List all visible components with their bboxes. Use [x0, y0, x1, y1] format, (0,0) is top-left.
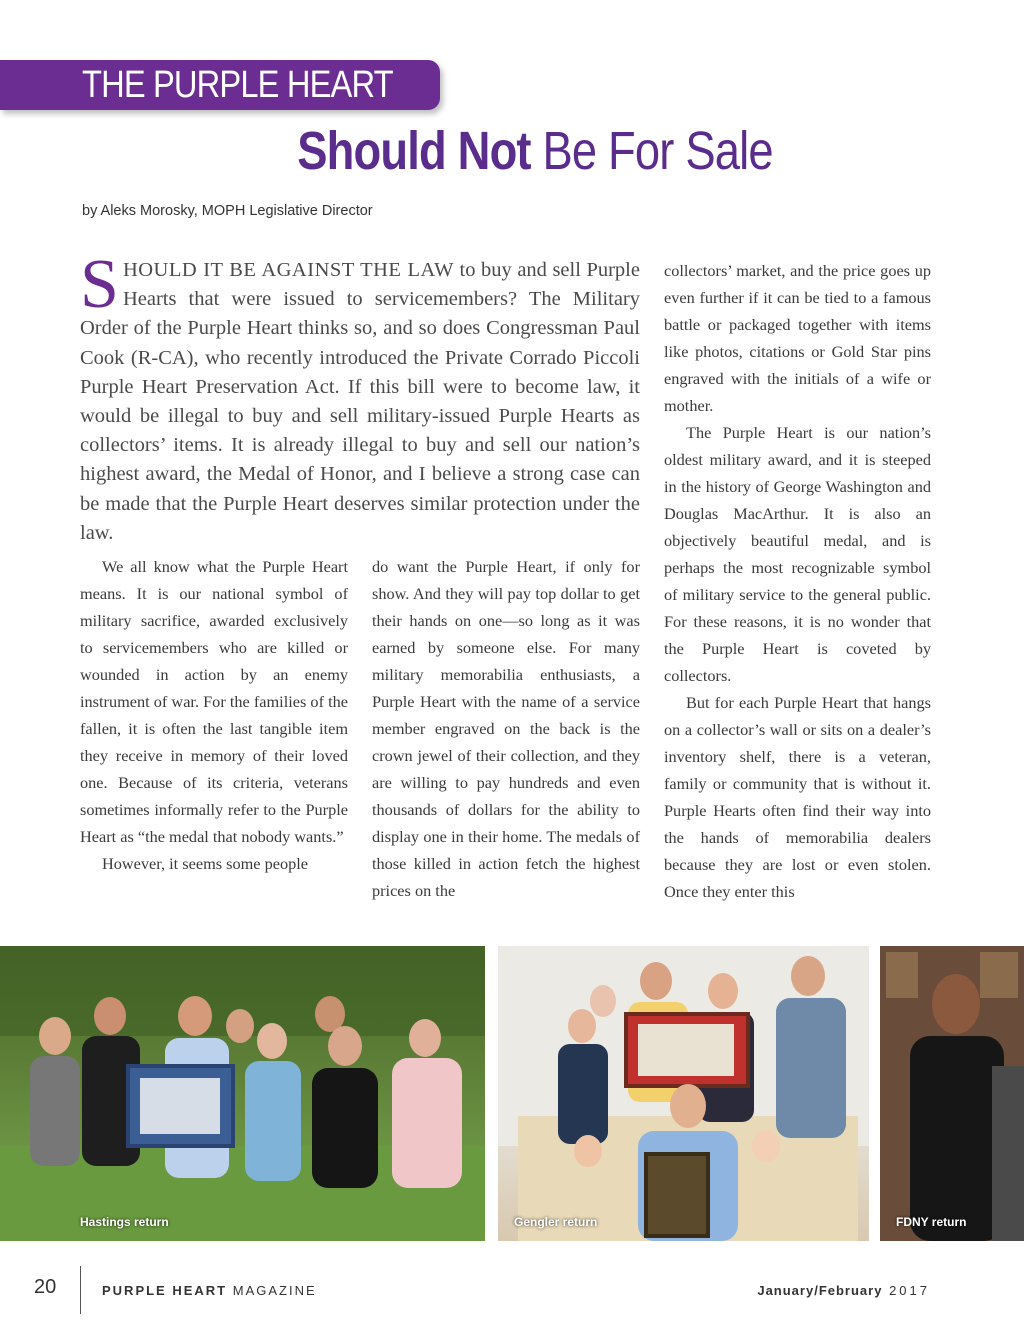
paragraph: However, it seems some people	[102, 854, 308, 873]
body-column-1	[80, 553, 348, 877]
photo-caption: Hastings return	[80, 1215, 169, 1229]
lead-opening: HOULD IT BE AGAINST THE LAW	[122, 259, 455, 281]
footer-divider	[80, 1266, 81, 1314]
magazine-name-rest: MAGAZINE	[227, 1283, 317, 1298]
portrait-photo-illustration	[880, 946, 1024, 1241]
body-column-3	[664, 257, 931, 905]
byline: by Aleks Morosky, MOPH Legislative Director	[82, 203, 373, 219]
section-banner	[0, 60, 440, 110]
issue-months: January/February	[757, 1283, 883, 1298]
drop-cap: S	[80, 246, 119, 323]
body-column-2	[372, 553, 640, 904]
photo-caption: FDNY return	[896, 1215, 967, 1229]
headline-rest: Be For Sale	[530, 121, 773, 181]
article-headline	[86, 120, 985, 182]
lead-paragraph	[80, 246, 640, 548]
section-banner-label: THE PURPLE HEART	[82, 64, 393, 106]
family-photo-illustration	[498, 946, 869, 1241]
paragraph: collectors’ market, and the price goes up even further if it can be tied to a famous battle or packaged together with items like photos, citations or Gold Star pins engraved with the initials of a wife or mother.	[664, 261, 931, 415]
photo-hastings-return	[0, 946, 485, 1241]
paragraph: do want the Purple Heart, if only for show. And they will pay top dollar to get their hands on one—so long as it was earned by someone else. For many military memorabilia enthusiasts, a Purple Heart with the name of a service member engraved on the back is the crown jewel of their collection, and they are willing to pay hundreds and even thousands of dollars for the ability to display one in their home. The medals of those killed in action fetch the highest prices on the	[372, 557, 640, 900]
paragraph: We all know what the Purple Heart means. It is our national symbol of military sacrifice, awarded exclusively to servicemembers who are killed or wounded in action by an enemy instrument of war. For the families of the fallen, it is often the last tangible item they receive in memory of their loved one. Because of its criteria, veterans sometimes informally refer to the Purple Heart as “the medal that nobody wants.”	[80, 557, 348, 846]
headline-bold: Should Not	[297, 121, 531, 181]
paragraph: The Purple Heart is our nation’s oldest military award, and it is steeped in the history of George Washington and Douglas MacArthur. It is also an objectively beautiful medal, and is perhaps the most recognizable symbol of military service to the general public. For these reasons, it is no wonder that the Purple Heart is coveted by collectors.	[664, 423, 931, 685]
magazine-name	[102, 1283, 317, 1298]
photo-caption: Gengler return	[514, 1215, 598, 1229]
issue-year: 2017	[882, 1283, 930, 1298]
page-number: 20	[34, 1276, 57, 1298]
photo-gengler-return	[498, 946, 869, 1241]
lead-text: to buy and sell Purple Hearts that were issued to servicemembers? The Military Order of the Purple Heart thinks so, and so does Congressman Paul Cook (R-CA), who recently introduced the Private Corrado Piccoli Purple Heart Preservation Act. If this bill were to become law, it would be illegal to buy and sell military-issued Purple Hearts as collectors’ items. It is already illegal to buy and sell our nation’s highest award, the Medal of Honor, and I believe a strong case can be made that the Purple Heart deserves similar protection under the law.	[80, 259, 640, 544]
photo-fdny-return	[880, 946, 1024, 1241]
paragraph: But for each Purple Heart that hangs on a collector’s wall or sits on a dealer’s inventory shelf, there is a veteran, family or community that is without it. Purple Hearts often find their way into the hands of memorabilia dealers because they are lost or even stolen. Once they enter this	[664, 693, 931, 901]
group-photo-illustration	[0, 946, 485, 1241]
magazine-name-bold: PURPLE HEART	[102, 1283, 228, 1298]
issue-date	[757, 1283, 930, 1298]
